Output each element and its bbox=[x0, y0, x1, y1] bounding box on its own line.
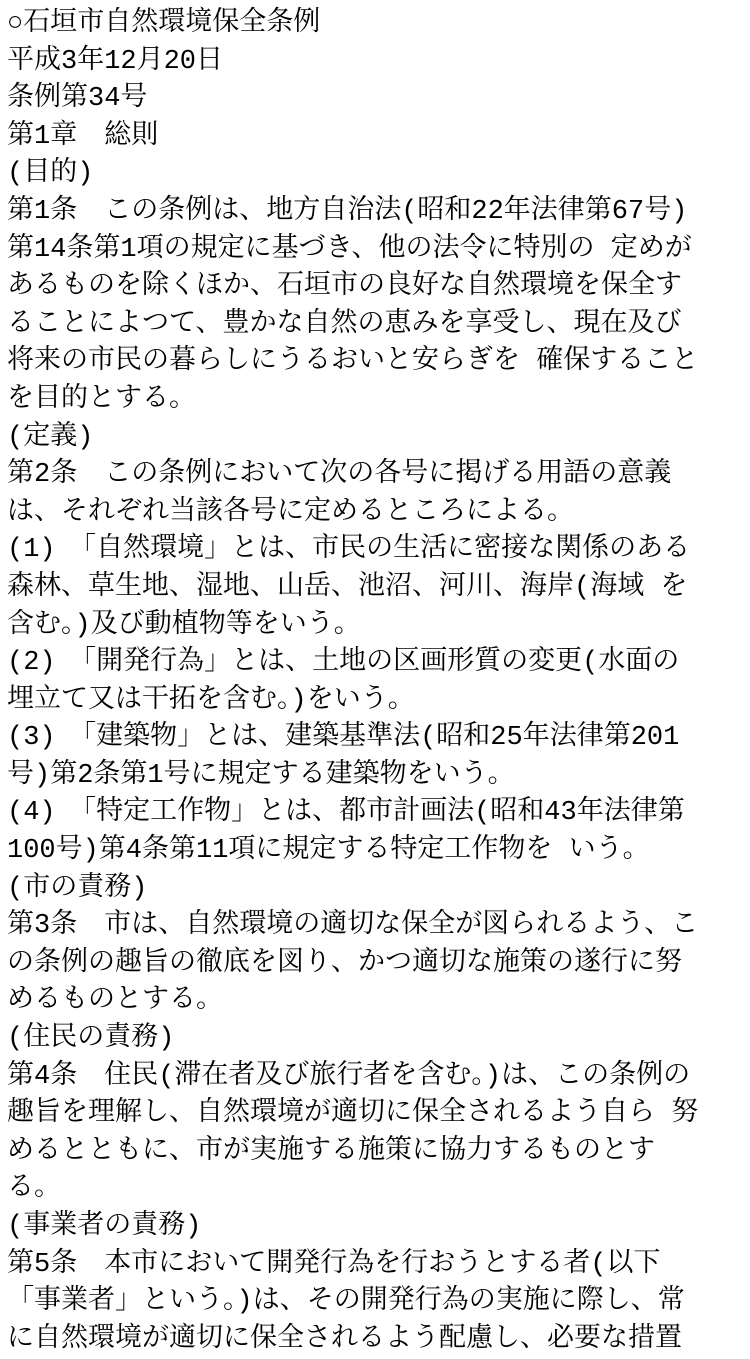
ordinance-number: 条例第34号 bbox=[7, 84, 148, 115]
article-text-line: 第2条 この条例において次の各号に掲げる用語の意義 bbox=[7, 460, 672, 491]
article-caption: (市の責務) bbox=[7, 873, 148, 904]
article-caption: (住民の責務) bbox=[7, 1024, 175, 1055]
item-text-line: 埋立て又は干拓を含む。)をいう。 bbox=[7, 685, 415, 716]
article-text-line: 第5条 本市において開発行為を行おうとする者(以下 bbox=[7, 1249, 661, 1280]
item-text-line: 森林、草生地、湿地、山岳、池沼、河川、海岸(海域 を bbox=[7, 572, 688, 603]
article-text-line: 第14条第1項の規定に基づき、他の法令に特別の 定めが bbox=[7, 234, 692, 265]
ordinance-title: ○石垣市自然環境保全条例 bbox=[7, 9, 321, 39]
enactment-date: 平成3年12月20日 bbox=[7, 46, 224, 77]
article-text-line: めるとともに、市が実施する施策に協力するものとす bbox=[7, 1136, 655, 1167]
article-text-line: 「事業者」という。)は、その開発行為の実施に際し、常 bbox=[7, 1287, 685, 1318]
article-text-line: 趣旨を理解し、自然環境が適切に保全されるよう自ら 努 bbox=[7, 1099, 699, 1130]
article-text-line: あるものを除くほか、石垣市の良好な自然環境を保全す bbox=[7, 272, 682, 303]
article-caption: (目的) bbox=[7, 159, 94, 190]
item-text-line: 号)第2条第1号に規定する建築物をいう。 bbox=[7, 760, 515, 791]
item-text-line: (3) 「建築物」とは、建築基準法(昭和25年法律第201 bbox=[7, 723, 680, 754]
item-text-line: 100号)第4条第11項に規定する特定工作物を いう。 bbox=[7, 836, 650, 867]
chapter-heading: 第1章 総則 bbox=[7, 121, 159, 152]
article-text-line: の条例の趣旨の徹底を図り、かつ適切な施策の遂行に努 bbox=[7, 948, 682, 979]
article-text-line: めるものとする。 bbox=[7, 986, 223, 1017]
article-text-line: 第1条 この条例は、地方自治法(昭和22年法律第67号) bbox=[7, 196, 688, 227]
article-text-line: 第4条 住民(滞在者及び旅行者を含む。)は、この条例の bbox=[7, 1061, 691, 1092]
article-text-line: に自然環境が適切に保全されるよう配慮し、必要な措置 bbox=[7, 1324, 682, 1355]
article-text-line: 第3条 市は、自然環境の適切な保全が図られるよう、こ bbox=[7, 911, 699, 942]
article-caption: (事業者の責務) bbox=[7, 1212, 202, 1242]
item-text-line: (1) 「自然環境」とは、市民の生活に密接な関係のある bbox=[7, 535, 691, 566]
article-text-line: は、それぞれ当該各号に定めるところによる。 bbox=[7, 497, 574, 528]
item-text-line: (4) 「特定工作物」とは、都市計画法(昭和43年法律第 bbox=[7, 798, 685, 829]
article-text-line: ることによつて、豊かな自然の恵みを享受し、現在及び bbox=[7, 309, 682, 340]
ordinance-document bbox=[7, 6, 743, 1359]
article-text-line: 将来の市民の暮らしにうるおいと安らぎを 確保すること bbox=[7, 347, 699, 378]
article-text-line: る。 bbox=[7, 1174, 61, 1205]
article-caption: (定義) bbox=[7, 422, 94, 453]
item-text-line: 含む。)及び動植物等をいう。 bbox=[7, 610, 361, 641]
item-text-line: (2) 「開発行為」とは、土地の区画形質の変更(水面の bbox=[7, 648, 680, 679]
article-text-line: を目的とする。 bbox=[7, 384, 196, 415]
